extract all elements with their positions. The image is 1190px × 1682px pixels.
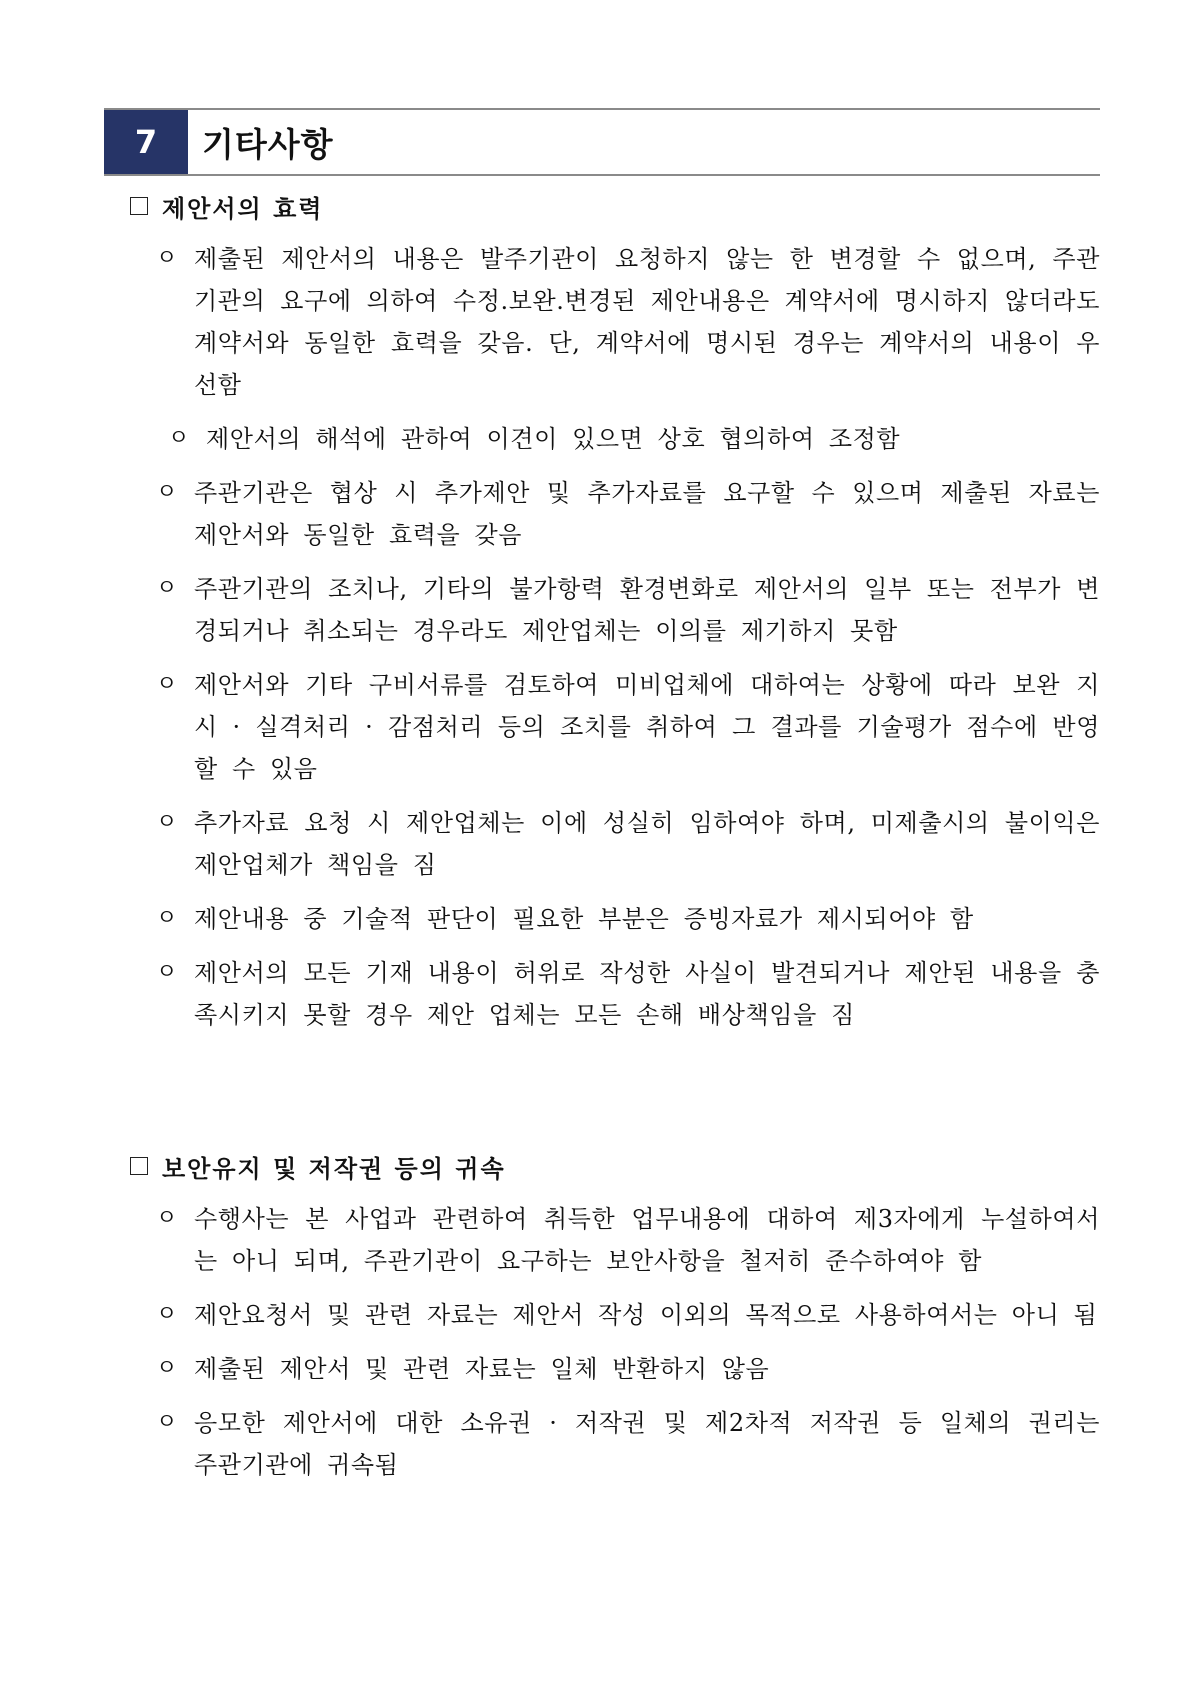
section-header bbox=[104, 108, 1100, 176]
bullet-icon: ㅇ bbox=[168, 426, 190, 451]
bullet-icon: ㅇ bbox=[156, 1302, 178, 1327]
bullet-icon: ㅇ bbox=[156, 246, 178, 271]
list-item: ㅇ 응모한 제안서에 대한 소유권 · 저작권 및 제2차적 저작권 등 일체의 권리는 주관기관에 귀속됨 bbox=[130, 1402, 1100, 1486]
list-item: ㅇ 제안서의 해석에 관하여 이견이 있으면 상호 협의하여 조정함 bbox=[130, 418, 1100, 460]
list-item: ㅇ 제안내용 중 기술적 판단이 필요한 부분은 증빙자료가 제시되어야 함 bbox=[130, 898, 1100, 940]
list-item: ㅇ 제출된 제안서 및 관련 자료는 일체 반환하지 않음 bbox=[130, 1348, 1100, 1390]
bullet-icon: ㅇ bbox=[156, 1410, 178, 1435]
subsection-title: 보안유지 및 저작권 등의 귀속 bbox=[162, 1154, 506, 1183]
bullet-icon: ㅇ bbox=[156, 480, 178, 505]
list-item: ㅇ 제안서의 모든 기재 내용이 허위로 작성한 사실이 발견되거나 제안된 내용을 충족시키지 못할 경우 제안 업체는 모든 손해 배상책임을 짐 bbox=[130, 952, 1100, 1036]
bullet-icon: ㅇ bbox=[156, 810, 178, 835]
list-item: ㅇ 제안서와 기타 구비서류를 검토하여 미비업체에 대하여는 상황에 따라 보완 지시 · 실격처리 · 감점처리 등의 조치를 취하여 그 결과를 기술평가 점수에 반영할 수 있음 bbox=[130, 664, 1100, 790]
bullet-icon: ㅇ bbox=[156, 1206, 178, 1231]
item-list bbox=[130, 238, 1100, 1036]
list-item: ㅇ 추가자료 요청 시 제안업체는 이에 성실히 임하여야 하며, 미제출시의 불이익은 제안업체가 책임을 짐 bbox=[130, 802, 1100, 886]
section-title: 기타사항 bbox=[202, 124, 334, 164]
list-item: ㅇ 수행사는 본 사업과 관련하여 취득한 업무내용에 대하여 제3자에게 누설하여서는 아니 되며, 주관기관이 요구하는 보안사항을 철저히 준수하여야 함 bbox=[130, 1198, 1100, 1282]
bullet-icon: ㅇ bbox=[156, 906, 178, 931]
checkbox-icon bbox=[130, 197, 148, 215]
list-item: ㅇ 제출된 제안서의 내용은 발주기관이 요청하지 않는 한 변경할 수 없으며, 주관기관의 요구에 의하여 수정.보완.변경된 제안내용은 계약서에 명시하지 않더라도 계약서와 동일한 효력을 갖음. 단, 계약서에 명시된 경우는 계약서의 내용이 우선함 bbox=[130, 238, 1100, 406]
bullet-icon: ㅇ bbox=[156, 960, 178, 985]
bullet-icon: ㅇ bbox=[156, 1356, 178, 1381]
security-copyright-section bbox=[130, 1146, 1100, 1486]
bullet-icon: ㅇ bbox=[156, 672, 178, 697]
subsection-title: 제안서의 효력 bbox=[162, 194, 324, 223]
item-list bbox=[130, 1198, 1100, 1486]
list-item: ㅇ 주관기관의 조치나, 기타의 불가항력 환경변화로 제안서의 일부 또는 전부가 변경되거나 취소되는 경우라도 제안업체는 이의를 제기하지 못함 bbox=[130, 568, 1100, 652]
bullet-icon: ㅇ bbox=[156, 576, 178, 601]
list-item: ㅇ 제안요청서 및 관련 자료는 제안서 작성 이외의 목적으로 사용하여서는 아니 됨 bbox=[130, 1294, 1100, 1336]
subsection-heading bbox=[130, 186, 1100, 226]
section-number: 7 bbox=[104, 110, 188, 174]
proposal-validity-section bbox=[130, 186, 1100, 1036]
list-item: ㅇ 주관기관은 협상 시 추가제안 및 추가자료를 요구할 수 있으며 제출된 자료는 제안서와 동일한 효력을 갖음 bbox=[130, 472, 1100, 556]
checkbox-icon bbox=[130, 1157, 148, 1175]
subsection-heading bbox=[130, 1146, 1100, 1186]
